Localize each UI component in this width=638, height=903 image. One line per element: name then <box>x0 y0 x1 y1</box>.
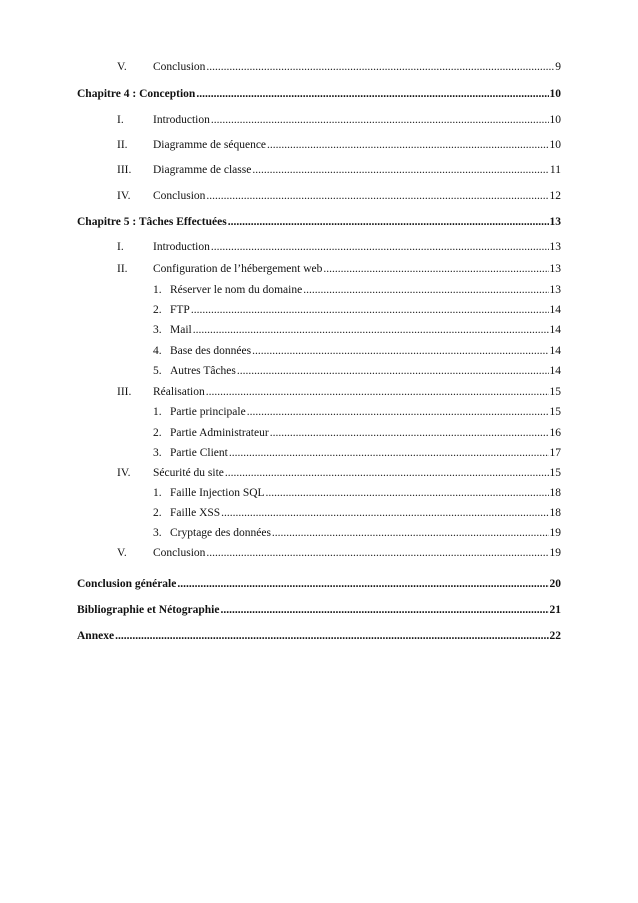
toc-chapter[interactable] <box>77 629 561 643</box>
toc-subentry-number: 3. <box>153 324 162 336</box>
toc-entry-page: 10 <box>549 139 561 151</box>
dot-leader <box>229 446 549 460</box>
toc-chapter-page: 13 <box>549 216 561 228</box>
toc-chapter-title: Annexe <box>77 630 115 642</box>
dot-leader <box>193 323 549 337</box>
toc-subentry[interactable] <box>153 426 561 440</box>
toc-subentry-title: Mail <box>170 324 192 336</box>
toc-subentry-number: 1. <box>153 284 162 296</box>
dot-leader <box>211 113 549 127</box>
toc-chapter-page: 22 <box>549 630 561 642</box>
toc-subentry-page: 14 <box>549 365 561 377</box>
toc-entry-page: 11 <box>549 164 561 176</box>
toc-entry-title: Conclusion <box>153 61 206 73</box>
toc-entry[interactable] <box>117 466 561 480</box>
toc-subentry-number: 5. <box>153 365 162 377</box>
toc-subentry-page: 17 <box>549 447 561 459</box>
dot-leader <box>225 466 549 480</box>
toc-subentry-page: 16 <box>549 427 561 439</box>
dot-leader <box>206 189 548 203</box>
dot-leader <box>221 506 548 520</box>
dot-leader <box>115 629 548 643</box>
toc-entry-number: I. <box>117 114 124 126</box>
toc-entry-title: Conclusion <box>153 190 206 202</box>
toc-entry-page: 10 <box>549 114 561 126</box>
toc-subentry-number: 1. <box>153 406 162 418</box>
toc-chapter[interactable] <box>77 215 561 229</box>
toc-entry-title: Réalisation <box>153 386 205 398</box>
toc-entry[interactable] <box>117 385 561 399</box>
toc-subentry-title: Faille XSS <box>170 507 221 519</box>
toc-entry-title: Introduction <box>153 114 210 126</box>
toc-subentry-number: 4. <box>153 345 162 357</box>
toc-subentry-number: 2. <box>153 507 162 519</box>
dot-leader <box>303 283 548 297</box>
toc-subentry-title: Partie Administrateur <box>170 427 269 439</box>
toc-entry[interactable] <box>117 113 561 127</box>
toc-subentry-number: 2. <box>153 304 162 316</box>
toc-subentry-title: Faille Injection SQL <box>170 487 265 499</box>
dot-leader <box>270 426 549 440</box>
dot-leader <box>247 405 549 419</box>
toc-subentry-page: 14 <box>549 324 561 336</box>
toc-entry-number: V. <box>117 61 127 73</box>
dot-leader <box>220 603 548 617</box>
toc-entry-title: Configuration de l’hébergement web <box>153 263 323 275</box>
toc-subentry-title: Cryptage des données <box>170 527 271 539</box>
toc-subentry[interactable] <box>153 405 561 419</box>
toc-entry[interactable] <box>117 546 561 560</box>
toc-subentry[interactable] <box>153 446 561 460</box>
toc-subentry-title: Partie principale <box>170 406 246 418</box>
dot-leader <box>272 526 549 540</box>
toc-chapter-page: 20 <box>549 578 561 590</box>
toc-entry-title: Conclusion <box>153 547 206 559</box>
toc-subentry-page: 15 <box>549 406 561 418</box>
toc-entry-page: 15 <box>549 467 561 479</box>
dot-leader <box>237 364 549 378</box>
toc-subentry[interactable] <box>153 283 561 297</box>
dot-leader <box>206 385 549 399</box>
toc-subentry[interactable] <box>153 486 561 500</box>
toc-entry-number: III. <box>117 386 132 398</box>
toc-subentry-title: Autres Tâches <box>170 365 236 377</box>
toc-entry[interactable] <box>117 240 561 254</box>
dot-leader <box>252 163 549 177</box>
toc-subentry[interactable] <box>153 506 561 520</box>
toc-entry-page: 12 <box>549 190 561 202</box>
toc-subentry-page: 14 <box>549 345 561 357</box>
dot-leader <box>196 87 548 101</box>
toc-subentry[interactable] <box>153 344 561 358</box>
toc-subentry-number: 1. <box>153 487 162 499</box>
toc-entry[interactable] <box>117 163 561 177</box>
toc-chapter-title: Chapitre 4 : Conception <box>77 88 196 100</box>
toc-entry[interactable] <box>117 60 561 74</box>
toc-subentry-number: 3. <box>153 447 162 459</box>
toc-chapter[interactable] <box>77 87 561 101</box>
toc-chapter-title: Conclusion générale <box>77 578 177 590</box>
toc-entry-page: 9 <box>555 61 561 73</box>
dot-leader <box>252 344 548 358</box>
toc-subentry-page: 19 <box>549 527 561 539</box>
toc-subentry-title: FTP <box>170 304 190 316</box>
dot-leader <box>177 577 548 591</box>
toc-subentry-title: Partie Client <box>170 447 228 459</box>
toc-subentry[interactable] <box>153 526 561 540</box>
dot-leader <box>211 240 549 254</box>
toc-chapter[interactable] <box>77 577 561 591</box>
toc-subentry-number: 3. <box>153 527 162 539</box>
toc-subentry-title: Réserver le nom du domaine <box>170 284 303 296</box>
toc-entry-title: Sécurité du site <box>153 467 224 479</box>
toc-entry-title: Diagramme de classe <box>153 164 252 176</box>
toc-entry-page: 19 <box>549 547 561 559</box>
toc-entry-number: II. <box>117 139 128 151</box>
toc-entry[interactable] <box>117 262 561 276</box>
toc-chapter-title: Bibliographie et Nétographie <box>77 604 220 616</box>
toc-entry[interactable] <box>117 138 561 152</box>
toc-entry-number: II. <box>117 263 128 275</box>
toc-subentry-number: 2. <box>153 427 162 439</box>
toc-entry-page: 13 <box>549 241 561 253</box>
toc-subentry[interactable] <box>153 323 561 337</box>
toc-entry[interactable] <box>117 189 561 203</box>
dot-leader <box>206 546 548 560</box>
toc-subentry-page: 18 <box>549 507 561 519</box>
dot-leader <box>206 60 554 74</box>
toc-subentry[interactable] <box>153 364 561 378</box>
toc-subentry-title: Base des données <box>170 345 252 357</box>
toc-chapter-title: Chapitre 5 : Tâches Effectuées <box>77 216 227 228</box>
toc-subentry[interactable] <box>153 303 561 317</box>
dot-leader <box>266 486 549 500</box>
dot-leader <box>323 262 548 276</box>
dot-leader <box>191 303 549 317</box>
toc-entry-number: V. <box>117 547 127 559</box>
toc-subentry-page: 14 <box>549 304 561 316</box>
toc-subentry-page: 13 <box>549 284 561 296</box>
toc-chapter-page: 21 <box>549 604 561 616</box>
toc-entry-number: IV. <box>117 467 131 479</box>
toc-entry-page: 13 <box>549 263 561 275</box>
dot-leader <box>228 215 549 229</box>
toc-chapter-page: 10 <box>549 88 561 100</box>
toc-entry-title: Introduction <box>153 241 210 253</box>
toc-entry-number: III. <box>117 164 132 176</box>
toc-entry-title: Diagramme de séquence <box>153 139 267 151</box>
dot-leader <box>267 138 548 152</box>
toc-subentry-page: 18 <box>549 487 561 499</box>
toc-chapter[interactable] <box>77 603 561 617</box>
toc-entry-number: I. <box>117 241 124 253</box>
toc-entry-number: IV. <box>117 190 131 202</box>
toc-entry-page: 15 <box>549 386 561 398</box>
